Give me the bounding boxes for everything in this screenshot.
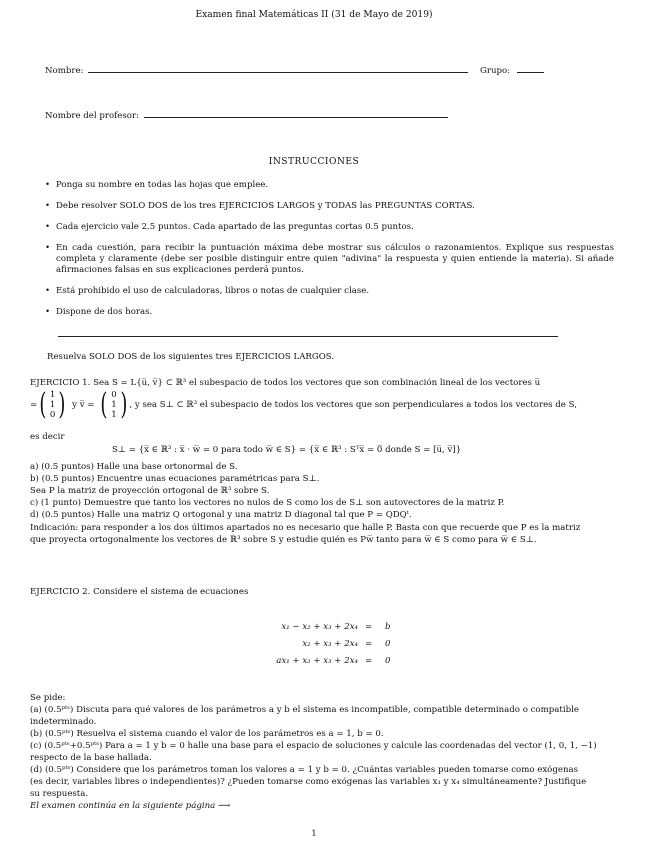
profesor-label: Nombre del profesor: xyxy=(45,111,139,121)
ej1-y-v: y v̅ = xyxy=(72,399,95,410)
equation-op: = xyxy=(365,639,373,649)
vector-u-entry: 0 xyxy=(49,410,56,420)
ej2-part-d-cont: (es decir, variables libres o independientes)? ¿Pueden tomarse como exógenas las variables x₁ y x₄ simultáneamente? Justifique xyxy=(30,777,587,787)
grupo-field-line[interactable] xyxy=(517,72,544,73)
equation-rhs: 0 xyxy=(385,656,391,666)
ej2-part-b: (b) (0.5ᵖᵗˢ) Resuelva el sistema cuando el valor de los parámetros es a = 1, b = 0. xyxy=(30,729,384,739)
equation-rhs: 0 xyxy=(385,639,391,649)
ej2-part-a: (a) (0.5ᵖᵗˢ) Discuta para qué valores de los parámetros a y b el sistema es incompatible, compatible determinado o compatible xyxy=(30,705,579,715)
vector-u-entry: 1 xyxy=(49,390,56,400)
exam-title: Examen final Matemáticas II (31 de Mayo de 2019) xyxy=(195,9,433,20)
instructions-heading: INSTRUCCIONES xyxy=(268,156,360,167)
ej2-part-a-cont: indeterminado. xyxy=(30,717,97,727)
ej1-indicacion-cont: que proyecta ortogonalmente los vectores de ℝ³ sobre S y estudie quién es Pw̅ tanto para w̅ ∈ S como para w̅ ∈ S⊥. xyxy=(30,535,537,545)
nombre-field-line[interactable] xyxy=(88,72,468,73)
equation-op: = xyxy=(365,656,373,666)
grupo-label: Grupo: xyxy=(480,66,511,76)
ej1-es-decir: es decir xyxy=(30,432,65,442)
instruction-item: • Ponga su nombre en todas las hojas que emplee. xyxy=(44,180,614,191)
instruction-item: • Cada ejercicio vale 2.5 puntos. Cada apartado de las preguntas cortas 0.5 puntos. xyxy=(44,222,614,233)
page-number: 1 xyxy=(311,829,317,839)
profesor-field-line[interactable] xyxy=(144,117,448,118)
intro-text: Resuelva SOLO DOS de los siguientes tres EJERCICIOS LARGOS. xyxy=(47,352,335,362)
instructions-list xyxy=(44,180,614,328)
instruction-item: • Debe resolver SOLO DOS de los tres EJERCICIOS LARGOS y TODAS las PREGUNTAS CORTAS. xyxy=(44,201,614,212)
ej1-part-c: c) (1 punto) Demuestre que tanto los vectores no nulos de S como los de S⊥ son autovectores de la matriz P. xyxy=(30,498,505,508)
equation-op: = xyxy=(365,622,373,632)
vector-v-entry: 1 xyxy=(111,400,117,410)
equation-lhs: ax₁ + x₂ + x₃ + 2x₄ xyxy=(276,656,358,666)
ej1-part-a: a) (0.5 puntos) Halle una base ortonormal de S. xyxy=(30,462,238,472)
ej1-eq-sign: = xyxy=(30,399,38,410)
ej1-statement: EJERCICIO 1. Sea S = L{u̅, v̅} ⊂ ℝ³ el subespacio de todos los vectores que son combinación lineal de los vectores u̅ xyxy=(30,378,541,388)
ej2-part-d-cont2: su respuesta. xyxy=(30,789,89,799)
ej2-part-c: (c) (0.5ᵖᵗˢ+0.5ᵖᵗˢ) Para a = 1 y b = 0 halle una base para el espacio de soluciones y calcule las coordenadas del vector (1, 0, 1, −1) xyxy=(30,741,597,751)
vector-v: ( 0 1 1 ) xyxy=(100,387,128,422)
ej2-statement: EJERCICIO 2. Considere el sistema de ecuaciones xyxy=(30,587,249,597)
ej1-vectors-line xyxy=(30,387,577,422)
vector-v-entry: 0 xyxy=(111,390,117,400)
ej2-part-d: (d) (0.5ᵖᵗˢ) Considere que los parámetros toman los valores a = 1 y b = 0. ¿Cuántas variables pueden tomarse como exógenas xyxy=(30,765,579,775)
ej1-formula: S⊥ = {x̅ ∈ ℝ³ : x̅ · w̅ = 0 para todo w̅ ∈ S} = {x̅ ∈ ℝ³ : Sᵀx̅ = 0̅ donde S = [u̅, v̅]} xyxy=(112,445,462,455)
equation-rhs: b xyxy=(385,622,391,632)
ej1-indicacion: Indicación: para responder a los dos últimos apartados no es necesario que halle P. Basta con que recuerde que P es la matriz xyxy=(30,523,581,533)
instruction-item: • Está prohibido el uso de calculadoras, libros o notas de cualquier clase. xyxy=(44,286,614,297)
continues-note: El examen continúa en la siguiente página ⟶ xyxy=(30,801,231,811)
vector-v-entry: 1 xyxy=(111,410,117,420)
instruction-item: • En cada cuestión, para recibir la puntuación máxima debe mostrar sus cálculos o razonamientos. Explique sus respuestas completa y claramente (debe ser posible distinguir entre quien "adivina" la respuesta y quien entiende la materia). Si añade afirmaciones falsas en sus explicaciones perderá puntos. xyxy=(44,243,614,276)
instruction-item: • Dispone de dos horas. xyxy=(44,307,614,318)
ej1-line2-rest: , y sea S⊥ ⊂ ℝ³ el subespacio de todos los vectores que son perpendiculares a todos los vectores de S, xyxy=(129,399,577,410)
nombre-label: Nombre: xyxy=(45,66,84,76)
ej1-part-b: b) (0.5 puntos) Encuentre unas ecuaciones paramétricas para S⊥. xyxy=(30,474,320,484)
divider xyxy=(58,336,558,337)
equation-lhs: x₁ − x₂ + x₃ + 2x₄ xyxy=(281,622,358,632)
ej1-sea-p: Sea P la matriz de proyección ortogonal de ℝ³ sobre S. xyxy=(30,486,270,496)
vector-u-entry: 1 xyxy=(49,400,56,410)
ej2-part-c-cont: respecto de la base hallada. xyxy=(30,753,152,763)
ej1-part-d: d) (0.5 puntos) Halle una matriz Q ortogonal y una matriz D diagonal tal que P = QDQᵗ. xyxy=(30,510,412,520)
equation-lhs: x₂ + x₃ + 2x₄ xyxy=(302,639,358,649)
vector-u: ( 1 1 0 ) xyxy=(39,387,66,422)
ej2-se-pide: Se pide: xyxy=(30,693,66,703)
